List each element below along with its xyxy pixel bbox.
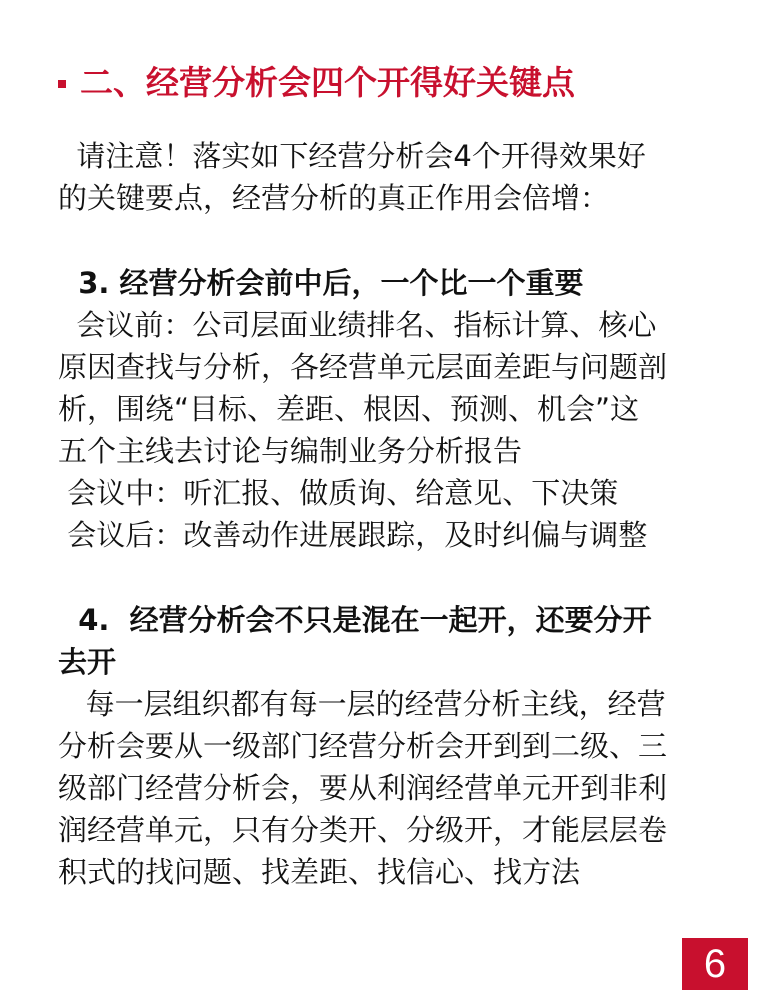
section4-line-1: 每一层组织都有每一层的经营分析主线，经营 bbox=[58, 687, 666, 721]
section3-line-4: 五个主线去讨论与编制业务分析报告 bbox=[58, 434, 523, 468]
intro-line-2: 的关键要点，经营分析的真正作用会倍增： bbox=[58, 181, 610, 215]
section4-title-line-1: 4. 经营分析会不只是混在一起开，还要分开 bbox=[58, 603, 652, 637]
section3-line-6: 会议后：改善动作进展跟踪，及时纠偏与调整 bbox=[58, 518, 648, 552]
section3-line-5: 会议中：听汇报、做质询、给意见、下决策 bbox=[58, 476, 619, 510]
section4-line-4: 润经营单元，只有分类开、分级开，才能层层卷 bbox=[58, 813, 668, 847]
section-heading: 二、经营分析会四个开得好关键点 bbox=[80, 63, 575, 102]
section4-line-5: 积式的找问题、找差距、找信心、找方法 bbox=[58, 855, 581, 889]
intro-line-1: 请注意！落实如下经营分析会4个开得效果好 bbox=[58, 139, 646, 173]
heading-bullet-icon bbox=[58, 80, 66, 88]
section4-line-2: 分析会要从一级部门经营分析会开到到二级、三 bbox=[58, 729, 668, 763]
section3-line-3: 析，围绕“目标、差距、根因、预测、机会”这 bbox=[58, 392, 640, 426]
section3-line-1: 会议前：公司层面业绩排名、指标计算、核心 bbox=[58, 308, 657, 342]
section4-line-3: 级部门经营分析会，要从利润经营单元开到非利 bbox=[58, 771, 668, 805]
section4-title-line-2: 去开 bbox=[58, 645, 117, 679]
page-number-badge: 6 bbox=[682, 938, 748, 990]
section3-title: 3. 经营分析会前中后，一个比一个重要 bbox=[58, 266, 584, 300]
section3-line-2: 原因查找与分析，各经营单元层面差距与问题剖 bbox=[58, 350, 668, 384]
